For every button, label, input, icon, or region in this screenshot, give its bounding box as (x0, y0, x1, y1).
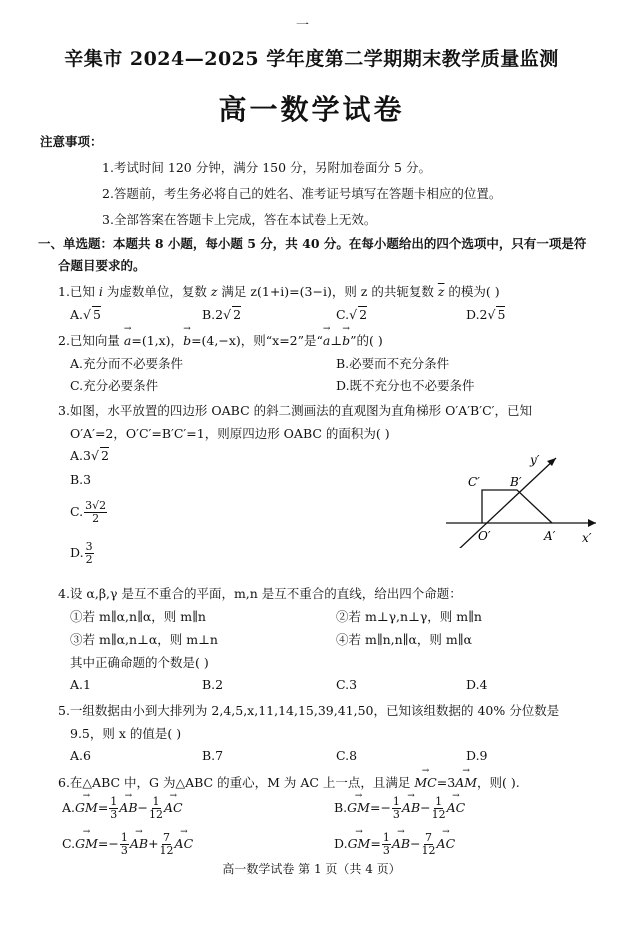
q2-option-c: C.充分必要条件 (70, 378, 159, 393)
q1-option-a: A.√ 5 (70, 307, 101, 322)
q3-option-b: B.3 (70, 472, 92, 487)
notice-item: 1.考试时间 120 分钟，满分 150 分，另附加卷面分 5 分。 (102, 160, 431, 175)
q4-proposition-1: ①若 m∥α,n∥α，则 m∥n (70, 609, 206, 624)
question-4-stem: 4.设 α,β,γ 是互不重合的平面，m,n 是互不重合的直线，给出四个命题： (58, 586, 462, 601)
q4-ask: 其中正确命题的个数是( ) (70, 655, 209, 670)
notice-heading: 注意事项： (40, 134, 103, 149)
q4-proposition-3: ③若 m∥α,n⊥α，则 m⊥n (70, 632, 218, 647)
q3-option-c: C. $\frac{3√2}{2}$ (70, 499, 107, 525)
label-b-prime: B′ (510, 475, 522, 489)
question-5-line2: 9.5，则 x 的值是( ) (70, 726, 182, 741)
q2-option-a: A.充分而不必要条件 (70, 356, 184, 371)
notice-item: 3.全部答案在答题卡上完成，答在本试卷上无效。 (102, 212, 377, 227)
question-1-stem: 1.已知 i 为虚数单位，复数 z 满足 z(1+i)=(3−i)，则 z 的共轭复数 $\overline{z}$ 的模为( ) (58, 284, 500, 299)
q4-option-c: C.3 (336, 677, 358, 692)
question-3-line1: 3.如图，水平放置的四边形 OABC 的斜二测画法的直观图为直角梯形 O′A′B′C′，已知 (58, 403, 532, 418)
q5-option-d: D.9 (466, 748, 488, 763)
q6-option-a: A.→ GM= $\frac{1}{3}$ → AB− $\frac{1}{12}$ → AC (62, 796, 183, 821)
exam-subtitle: 高一数学试卷 (218, 93, 405, 126)
q3-option-d: D. $\frac{3}{2}$ (70, 540, 93, 566)
q4-option-b: B.2 (202, 677, 224, 692)
q5-option-c: C.8 (336, 748, 358, 763)
top-mark: 一 (296, 18, 310, 33)
q2-option-d: D.既不充分也不必要条件 (336, 378, 475, 393)
label-c-prime: C′ (468, 475, 480, 489)
label-y-prime: y′ (530, 453, 540, 467)
q2-option-b: B.必要而不充分条件 (336, 356, 450, 371)
exam-header-title: 辛集市 2024—2025 学年度第二学期期末教学质量监测 (64, 48, 559, 70)
y-axis (458, 458, 556, 548)
section-heading-cont: 合题目要求的。 (58, 258, 146, 273)
question-6-stem: 6.在△ABC 中，G 为△ABC 的重心，M 为 AC 上一点，且满足 → MC=3→ AM，则( ). (58, 773, 520, 791)
q4-option-a: A.1 (70, 677, 91, 692)
q1-option-c: C.√ 2 (336, 307, 368, 322)
q5-option-a: A.6 (70, 748, 91, 763)
q3-option-a: A.3√ 2 (70, 448, 109, 463)
label-o-prime: O′ (478, 529, 491, 543)
q4-option-d: D.4 (466, 677, 488, 692)
x-axis-arrow (588, 519, 596, 527)
q6-option-d: D.→ GM= $\frac{1}{3}$ → AB− $\frac{7}{12}$ → AC (334, 832, 455, 857)
q6-option-b: B.→ GM=− $\frac{1}{3}$ → AB− $\frac{1}{12}$ → AC (334, 796, 465, 821)
question-3-line2: O′A′=2，O′C′=B′C′=1，则原四边形 OABC 的面积为( ) (70, 426, 390, 441)
q5-option-b: B.7 (202, 748, 224, 763)
label-a-prime: A′ (544, 529, 556, 543)
notice-item: 2.答题前，考生务必将自己的姓名、准考证号填写在答题卡相应的位置。 (102, 186, 502, 201)
q3-trapezoid-figure (446, 448, 606, 548)
question-5-line1: 5.一组数据由小到大排列为 2,4,5,x,11,14,15,39,41,50，已知该组数据的 40% 分位数是 (58, 703, 560, 718)
q1-option-b: B.2√ 2 (202, 307, 242, 322)
q1-option-d: D.2√ 5 (466, 307, 506, 322)
label-x-prime: x′ (582, 531, 592, 545)
q4-proposition-4: ④若 m∥n,n∥α，则 m∥α (336, 632, 472, 647)
q4-proposition-2: ②若 m⊥γ,n⊥γ，则 m∥n (336, 609, 482, 624)
q6-option-c: C.→ GM=− $\frac{1}{3}$ → AB+ $\frac{7}{12}$ → AC (62, 832, 193, 857)
question-2-stem: 2.已知向量 → a=(1,x)，→ b=(4,−x)，则“x=2”是“→ a⊥→ b”的( ) (58, 331, 383, 349)
page-footer: 高一数学试卷 第 1 页（共 4 页） (222, 862, 401, 876)
section-heading: 一、单选题：本题共 8 小题，每小题 5 分，共 40 分。在每小题给出的四个选项中，只有一项是符 (38, 236, 587, 251)
